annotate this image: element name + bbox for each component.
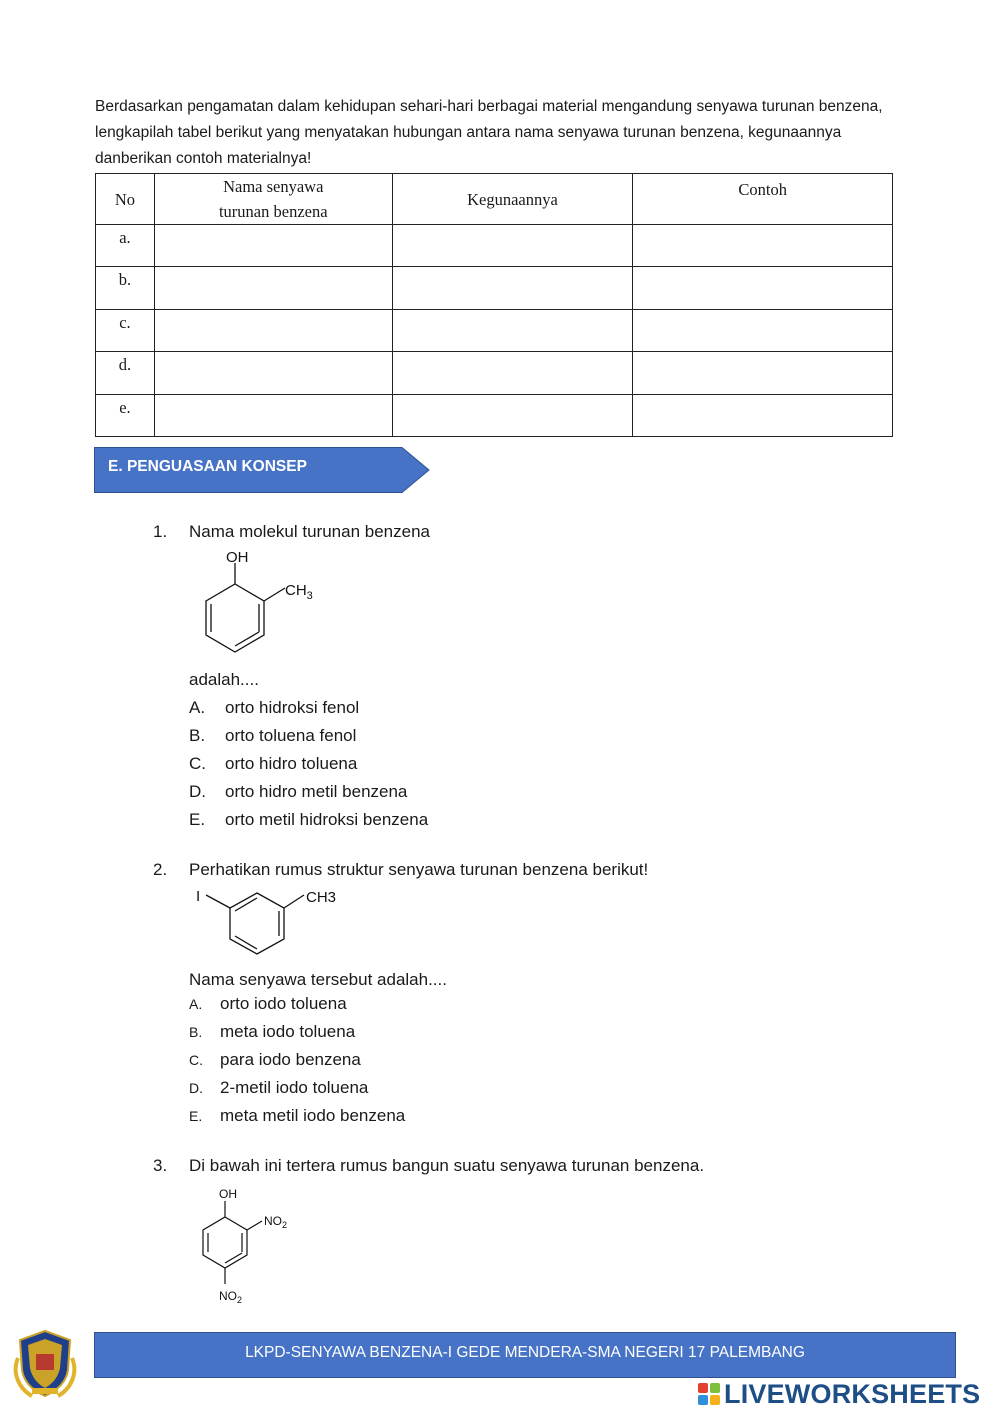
table-row bbox=[96, 352, 893, 394]
row-label: c. bbox=[96, 309, 155, 351]
option-letter: B. bbox=[189, 726, 206, 745]
mol1-ch-label bbox=[285, 582, 313, 602]
option-letter: A. bbox=[189, 698, 206, 717]
mol2-iodo-label: I bbox=[196, 888, 201, 905]
header-kegunaan: Kegunaannya bbox=[392, 174, 633, 225]
mol1-ch-main: CH bbox=[285, 582, 307, 599]
section-banner bbox=[94, 447, 430, 493]
nama-cell[interactable] bbox=[154, 309, 392, 351]
molecule-1-structure bbox=[190, 546, 340, 662]
kegunaan-cell[interactable] bbox=[392, 394, 633, 436]
option-text: meta metil iodo benzena bbox=[220, 1106, 406, 1125]
header-contoh: Contoh bbox=[633, 174, 893, 225]
option-text: orto toluena fenol bbox=[225, 726, 357, 745]
header-nama-senyawa bbox=[154, 174, 392, 225]
mol3-no2-right-label bbox=[264, 1214, 287, 1230]
header-nama-line1: Nama senyawa bbox=[223, 177, 324, 196]
footer-bar: LKPD-SENYAWA BENZENA-I GEDE MENDERA-SMA NEGERI 17 PALEMBANG bbox=[94, 1332, 956, 1378]
question-number: 1. bbox=[153, 522, 168, 541]
header-no: No bbox=[96, 174, 155, 225]
molecule-3-structure bbox=[195, 1183, 305, 1308]
brand-name: LIVEWORKSHEETS bbox=[724, 1378, 981, 1409]
option-text: orto iodo toluena bbox=[220, 994, 347, 1013]
row-label: e. bbox=[96, 394, 155, 436]
option-letter: D. bbox=[189, 1080, 203, 1096]
question-text: Nama molekul turunan benzena bbox=[189, 522, 430, 541]
mol3-no2-bottom-main: NO bbox=[219, 1289, 237, 1303]
section-title: E. PENGUASAAN KONSEP bbox=[108, 458, 307, 475]
option-letter: E. bbox=[189, 1108, 203, 1124]
liveworksheets-brand[interactable] bbox=[698, 1378, 980, 1410]
table-row bbox=[96, 267, 893, 309]
contoh-cell[interactable] bbox=[633, 267, 893, 309]
nama-cell[interactable] bbox=[154, 394, 392, 436]
kegunaan-cell[interactable] bbox=[392, 352, 633, 394]
table-header-row bbox=[96, 174, 893, 225]
nama-cell[interactable] bbox=[154, 267, 392, 309]
header-nama-line2: turunan benzena bbox=[218, 202, 328, 221]
instruction-paragraph: Berdasarkan pengamatan dalam kehidupan sehari-hari berbagai material mengandung senyawa turunan benzena, lengkapilah tabel berikut yang menyatakan hubungan antara nama senyawa turunan benzena, kegunaannya danberikan contoh materialnya! bbox=[95, 98, 883, 167]
option-text: para iodo benzena bbox=[220, 1050, 361, 1069]
question-followup: adalah.... bbox=[189, 670, 259, 689]
table-row bbox=[96, 309, 893, 351]
mol2-ch3-label: CH3 bbox=[306, 889, 337, 906]
question-followup: Nama senyawa tersebut adalah.... bbox=[189, 970, 447, 989]
question-text: Perhatikan rumus struktur senyawa turunan benzena berikut! bbox=[189, 860, 649, 879]
question-number: 2. bbox=[153, 860, 168, 879]
option-text: meta iodo toluena bbox=[220, 1022, 356, 1041]
option-letter: D. bbox=[189, 782, 206, 801]
liveworksheets-logo-icon bbox=[698, 1383, 720, 1405]
row-label: d. bbox=[96, 352, 155, 394]
nama-cell[interactable] bbox=[154, 225, 392, 267]
mol3-no2-bottom-label bbox=[219, 1289, 242, 1305]
question-number: 3. bbox=[153, 1156, 168, 1175]
option-letter: B. bbox=[189, 1024, 203, 1040]
option-text: orto hidro toluena bbox=[225, 754, 358, 773]
row-label: b. bbox=[96, 267, 155, 309]
compound-table bbox=[95, 173, 893, 437]
mol1-ch-subscript: 3 bbox=[306, 590, 313, 602]
school-crest-icon bbox=[10, 1328, 80, 1400]
option-letter: A. bbox=[189, 996, 203, 1012]
option-letter: C. bbox=[189, 754, 206, 773]
row-label: a. bbox=[96, 225, 155, 267]
contoh-cell[interactable] bbox=[633, 352, 893, 394]
mol3-no2-right-subscript: 2 bbox=[282, 1220, 288, 1230]
table-row bbox=[96, 394, 893, 436]
option-letter: C. bbox=[189, 1052, 203, 1068]
mol1-oh-label: OH bbox=[226, 549, 249, 566]
contoh-cell[interactable] bbox=[633, 394, 893, 436]
contoh-cell[interactable] bbox=[633, 309, 893, 351]
question-text: Di bawah ini tertera rumus bangun suatu senyawa turunan benzena. bbox=[189, 1156, 705, 1175]
option-text: 2-metil iodo toluena bbox=[220, 1078, 369, 1097]
kegunaan-cell[interactable] bbox=[392, 309, 633, 351]
mol3-no2-bottom-subscript: 2 bbox=[237, 1295, 243, 1305]
molecule-2-structure bbox=[190, 883, 350, 963]
kegunaan-cell[interactable] bbox=[392, 267, 633, 309]
option-letter: E. bbox=[189, 810, 206, 829]
table-row bbox=[96, 225, 893, 267]
mol3-no2-right-main: NO bbox=[264, 1214, 282, 1228]
contoh-cell[interactable] bbox=[633, 225, 893, 267]
option-text: orto hidroksi fenol bbox=[225, 698, 360, 717]
option-text: orto hidro metil benzena bbox=[225, 782, 408, 801]
nama-cell[interactable] bbox=[154, 352, 392, 394]
option-text: orto metil hidroksi benzena bbox=[225, 810, 429, 829]
kegunaan-cell[interactable] bbox=[392, 225, 633, 267]
mol3-oh-label: OH bbox=[219, 1187, 237, 1201]
